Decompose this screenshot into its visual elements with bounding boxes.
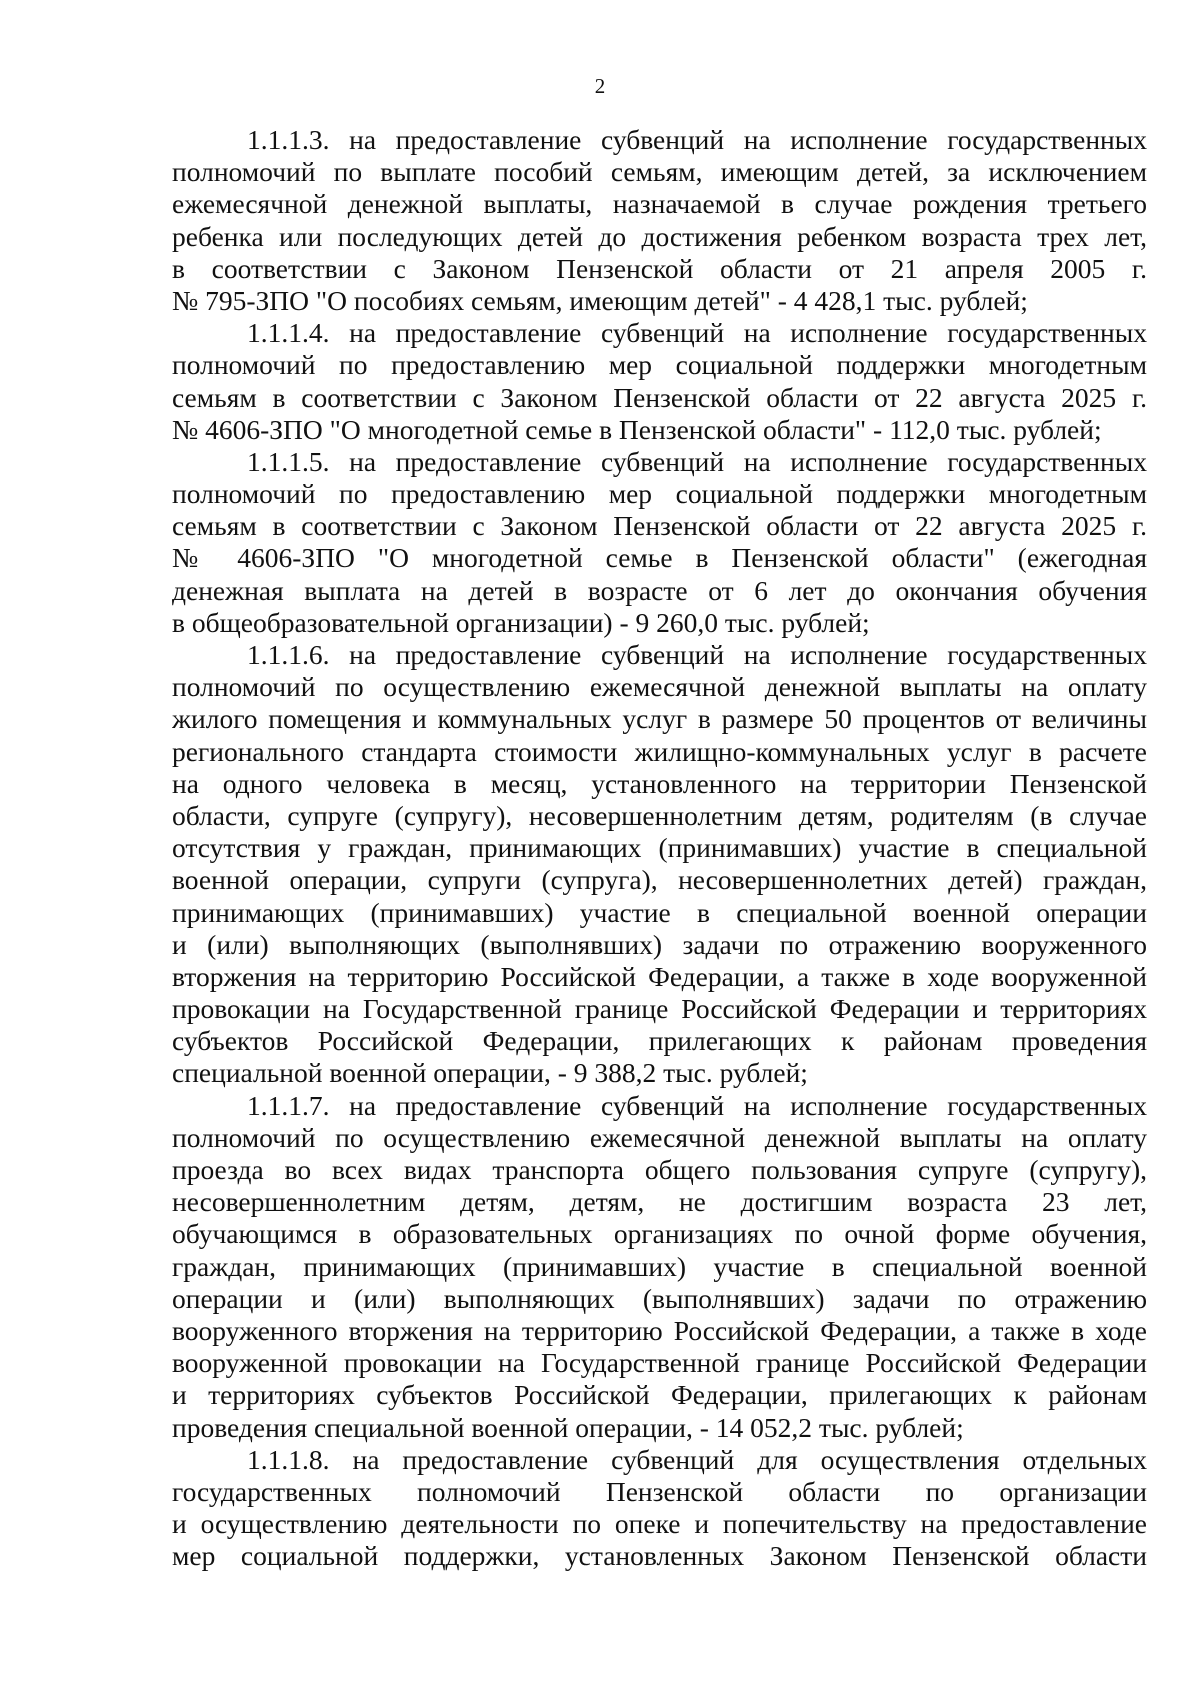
paragraph-2 — [172, 317, 1147, 446]
text-line: ребенка или последующих детей до достижения ребенком возраста трех лет, — [172, 220, 1147, 252]
text-line: полномочий по осуществлению ежемесячной денежной выплаты на оплату — [172, 1121, 1147, 1153]
text-line: вооруженной провокации на Государственной границе Российской Федерации — [172, 1347, 1147, 1379]
text-line: граждан, принимающих (принимавших) участие в специальной военной — [172, 1250, 1147, 1282]
text-line: полномочий по выплате пособий семьям, имеющим детей, за исключением — [172, 156, 1147, 188]
text-line: несовершеннолетним детям, детям, не достигшим возраста 23 лет, — [172, 1186, 1147, 1218]
text-line: проезда во всех видах транспорта общего пользования супруге (супругу), — [172, 1154, 1147, 1185]
text-line: специальной военной операции, - 9 388,2 тыс. рублей; — [172, 1057, 808, 1089]
text-line: жилого помещения и коммунальных услуг в размере 50 процентов от величины — [172, 703, 1147, 735]
text-line: принимающих (принимавших) участие в специальной военной операции — [172, 896, 1147, 928]
text-line: области, супруге (супругу), несовершеннолетним детям, родителям (в случае — [172, 799, 1147, 831]
text-line: и территориях субъектов Российской Федерации, прилегающих к районам — [172, 1379, 1147, 1411]
text-line: на одного человека в месяц, установленного на территории Пензенской — [172, 767, 1147, 799]
text-line: отсутствия у граждан, принимающих (принимавших) участие в специальной — [172, 832, 1147, 864]
text-line: № 795-ЗПО "О пособиях семьям, имеющим детей" - 4 428,1 тыс. рублей; — [172, 284, 1028, 316]
text-line: операции и (или) выполняющих (выполнявших) задачи по отражению — [172, 1282, 1147, 1314]
text-line: семьям в соответствии с Законом Пензенской области от 22 августа 2025 г. — [172, 510, 1147, 542]
text-line: и (или) выполняющих (выполнявших) задачи по отражению вооруженного — [172, 928, 1147, 960]
text-line: 1.1.1.6. на предоставление субвенций на исполнение государственных — [247, 639, 1147, 670]
paragraph-4 — [172, 639, 1147, 1090]
text-line: полномочий по предоставлению мер социальной поддержки многодетным — [172, 478, 1147, 510]
text-line: в соответствии с Законом Пензенской области от 21 апреля 2005 г. — [172, 252, 1147, 284]
text-line: вооруженного вторжения на территорию Российской Федерации, а также в ходе — [172, 1314, 1147, 1346]
text-line: регионального стандарта стоимости жилищно-коммунальных услуг в расчете — [172, 735, 1147, 767]
text-line: в общеобразовательной организации) - 9 260,0 тыс. рублей; — [172, 606, 870, 638]
text-line: № 4606-ЗПО "О многодетной семье в Пензенской области" - 112,0 тыс. рублей; — [172, 413, 1102, 445]
text-line: мер социальной поддержки, установленных Законом Пензенской области — [172, 1540, 1147, 1572]
text-line: обучающимся в образовательных организациях по очной форме обучения, — [172, 1218, 1147, 1250]
paragraph-6 — [172, 1444, 1147, 1573]
text-line: и осуществлению деятельности по опеке и попечительству на предоставление — [172, 1508, 1147, 1540]
text-line: проведения специальной военной операции, - 14 052,2 тыс. рублей; — [172, 1411, 964, 1443]
text-line: вторжения на территорию Российской Федерации, а также в ходе вооруженной — [172, 960, 1147, 992]
document-body — [172, 124, 1147, 1572]
paragraph-3 — [172, 446, 1147, 639]
text-line: полномочий по предоставлению мер социальной поддержки многодетным — [172, 349, 1147, 381]
text-line: семьям в соответствии с Законом Пензенской области от 22 августа 2025 г. — [172, 381, 1147, 413]
text-line: 1.1.1.5. на предоставление субвенций на исполнение государственных — [247, 445, 1147, 477]
paragraph-1 — [172, 124, 1147, 317]
text-line: 1.1.1.4. на предоставление субвенций на исполнение государственных — [247, 317, 1147, 349]
text-line: 1.1.1.8. на предоставление субвенций для осуществления отдельных — [247, 1443, 1147, 1475]
text-line: военной операции, супруги (супруга), несовершеннолетних детей) граждан, — [172, 864, 1147, 896]
paragraph-5 — [172, 1090, 1147, 1444]
text-line: 1.1.1.3. на предоставление субвенций на исполнение государственных — [247, 124, 1147, 155]
text-line: полномочий по осуществлению ежемесячной денежной выплаты на оплату — [172, 671, 1147, 703]
text-line: провокации на Государственной границе Российской Федерации и территориях — [172, 993, 1147, 1025]
text-line: ежемесячной денежной выплаты, назначаемой в случае рождения третьего — [172, 188, 1147, 220]
text-line: государственных полномочий Пензенской области по организации — [172, 1475, 1147, 1507]
text-line: 1.1.1.7. на предоставление субвенций на исполнение государственных — [247, 1089, 1147, 1121]
text-line: субъектов Российской Федерации, прилегающих к районам проведения — [172, 1025, 1147, 1057]
page-number: 2 — [594, 74, 606, 98]
text-line: денежная выплата на детей в возрасте от 6 лет до окончания обучения — [172, 574, 1147, 606]
text-line: № 4606-ЗПО "О многодетной семье в Пензенской области" (ежегодная — [172, 542, 1147, 574]
